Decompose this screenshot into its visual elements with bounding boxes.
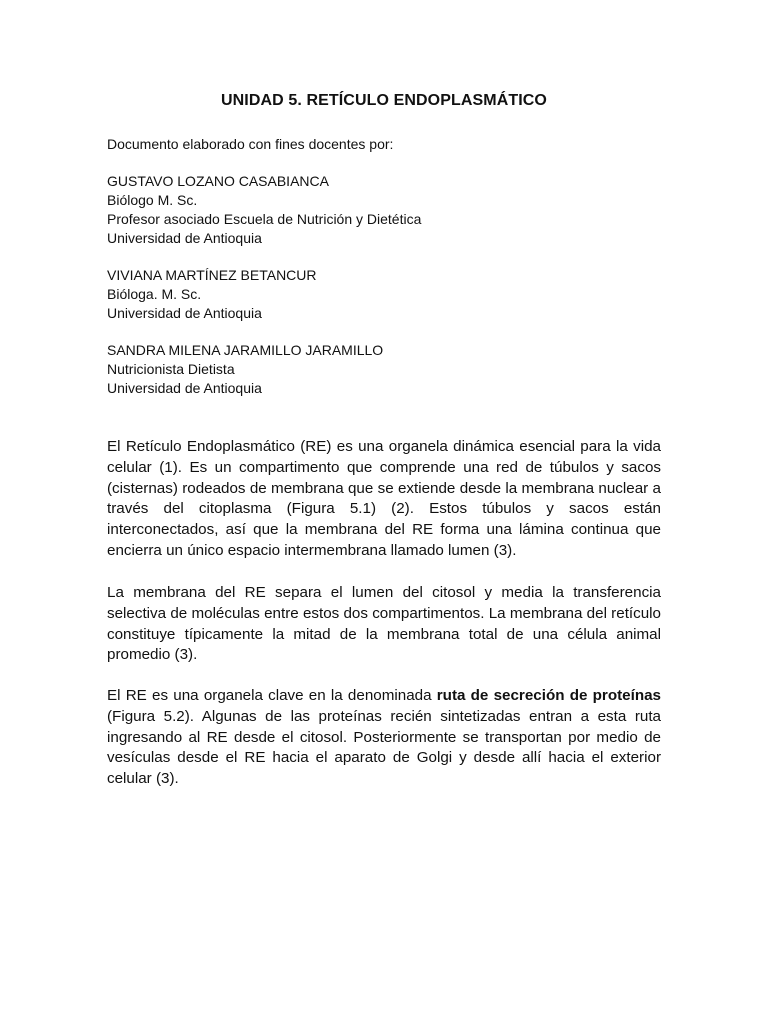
- paragraph-text: (Figura 5.2). Algunas de las proteínas recién sintetizadas entran a esta ruta ingresando al RE desde el citosol. Posteriormente se transportan por medio de vesículas desde el RE hacia el aparato de Golgi y desde allí hacia el exterior celular (3).: [107, 707, 661, 788]
- document-title: UNIDAD 5. RETÍCULO ENDOPLASMÁTICO: [221, 92, 547, 109]
- document-intro: Documento elaborado con fines docentes por:: [107, 136, 394, 152]
- bold-term: ruta de secreción de proteínas: [436, 687, 661, 704]
- author-title: Bióloga. M. Sc.: [107, 286, 202, 302]
- author-institution: Universidad de Antioquia: [107, 230, 262, 246]
- body-paragraph: [107, 686, 661, 790]
- author-institution: Universidad de Antioquia: [107, 305, 262, 321]
- author-name: GUSTAVO LOZANO CASABIANCA: [107, 173, 329, 189]
- author-title: Nutricionista Dietista: [107, 361, 235, 377]
- author-name: VIVIANA MARTÍNEZ BETANCUR: [107, 267, 317, 283]
- author-institution: Universidad de Antioquia: [107, 380, 262, 396]
- paragraph-text: El RE es una organela clave en la denominada: [107, 687, 437, 704]
- body-paragraph: La membrana del RE separa el lumen del citosol y media la transferencia selectiva de moléculas entre estos dos compartimentos. La membrana del retículo constituye típicamente la mitad de la membrana total de una célula animal promedio (3).: [107, 584, 661, 664]
- author-name: SANDRA MILENA JARAMILLO JARAMILLO: [107, 342, 384, 358]
- author-title: Biólogo M. Sc.: [107, 192, 198, 208]
- body-paragraph: El Retículo Endoplasmático (RE) es una organela dinámica esencial para la vida celular (1). Es un compartimento que comprende una red de túbulos y sacos (cisternas) rodeados de membrana que se extiende desde la membrana nuclear a través del citoplasma (Figura 5.1) (2). Estos túbulos y sacos están interconectados, así que la membrana del RE forma una lámina continua que encierra un único espacio intermembrana llamado lumen (3).: [107, 438, 661, 559]
- author-position: Profesor asociado Escuela de Nutrición y Dietética: [107, 211, 422, 227]
